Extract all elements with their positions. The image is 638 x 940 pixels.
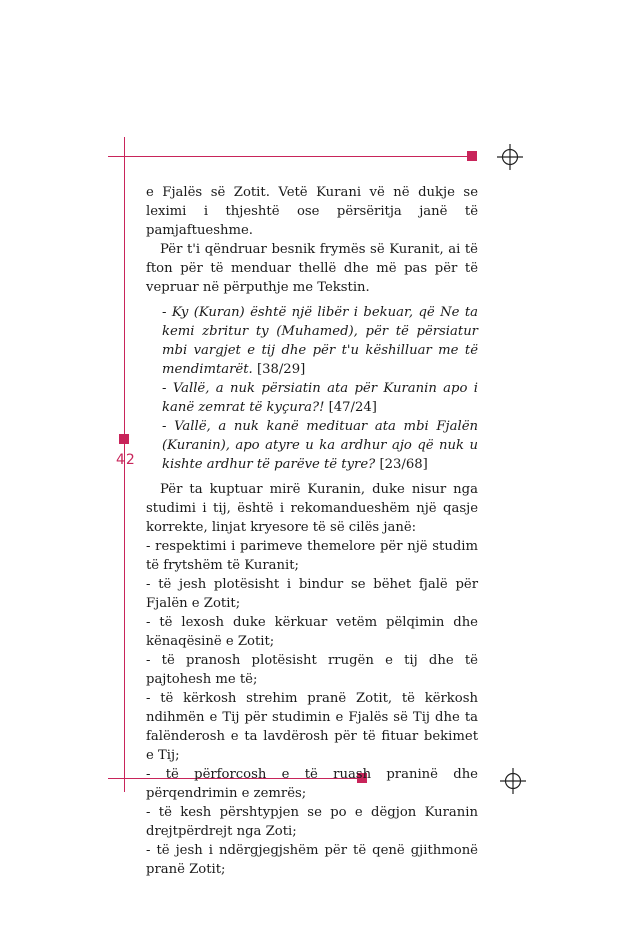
list-item: - të kërkosh strehim pranë Zotit, të kërkosh ndihmën e Tij për studimin e Fjalës së Tij dhe ta falënderosh e ta lavdërosh për të fituar bekimet e Tij; [146, 691, 478, 763]
paragraph: Për ta kuptuar mirë Kuranin, duke nisur nga studimi i tij, është i rekomandueshëm një qasje korrekte, linjat kryesore të së cilës janë: [146, 482, 478, 535]
left-square-marker [119, 434, 129, 444]
quote-block [162, 303, 478, 474]
list-item: - të jesh i ndërgjegjshëm për të qenë gjithmonë pranë Zotit; [146, 843, 478, 877]
registration-mark-icon-bottom [500, 768, 526, 794]
list-item: - të lexosh duke kërkuar vetëm pëlqimin dhe kënaqësinë e Zotit; [146, 615, 478, 649]
top-square-marker [467, 151, 477, 161]
quote-item: - Vallë, a nuk përsiatin ata për Kuranin apo i kanë zemrat të kyçura?! [47/24] [162, 381, 478, 415]
registration-mark-icon-top [497, 144, 523, 170]
body-text [146, 183, 478, 879]
paragraph: e Fjalës së Zotit. Vetë Kurani vë në dukje se leximi i thjeshtë ose përsëritja janë të pamjaftueshme. [146, 185, 478, 238]
list-item: - të përforcosh e të ruash praninë dhe përqendrimin e zemrës; [146, 767, 478, 801]
paragraph: Për t'i qëndruar besnik frymës së Kuranit, ai të fton për të menduar thellë dhe më pas për të vepruar në përputhje me Tekstin. [146, 242, 478, 295]
top-rule [108, 156, 470, 157]
quote-item: - Ky (Kuran) është një libër i bekuar, që Ne ta kemi zbritur ty (Muhamed), për të përsiatur mbi vargjet e tij dhe për t'u këshilluar me të mendimtarët. [38/29] [162, 305, 478, 377]
list-item: - të kesh përshtypjen se po e dëgjon Kuranin drejtpërdrejt nga Zoti; [146, 805, 478, 839]
quote-item: - Vallë, a nuk kanë medituar ata mbi Fjalën (Kuranin), apo atyre u ka ardhur ajo që nuk u kishte ardhur të parëve të tyre? [23/68] [162, 419, 478, 472]
list-item: - respektimi i parimeve themelore për një studim të frytshëm të Kuranit; [146, 539, 478, 573]
list-item: - të jesh plotësisht i bindur se bëhet fjalë për Fjalën e Zotit; [146, 577, 478, 611]
list-item: - të pranosh plotësisht rrugën e tij dhe të pajtohesh me të; [146, 653, 478, 687]
page-number: 42 [116, 452, 136, 468]
